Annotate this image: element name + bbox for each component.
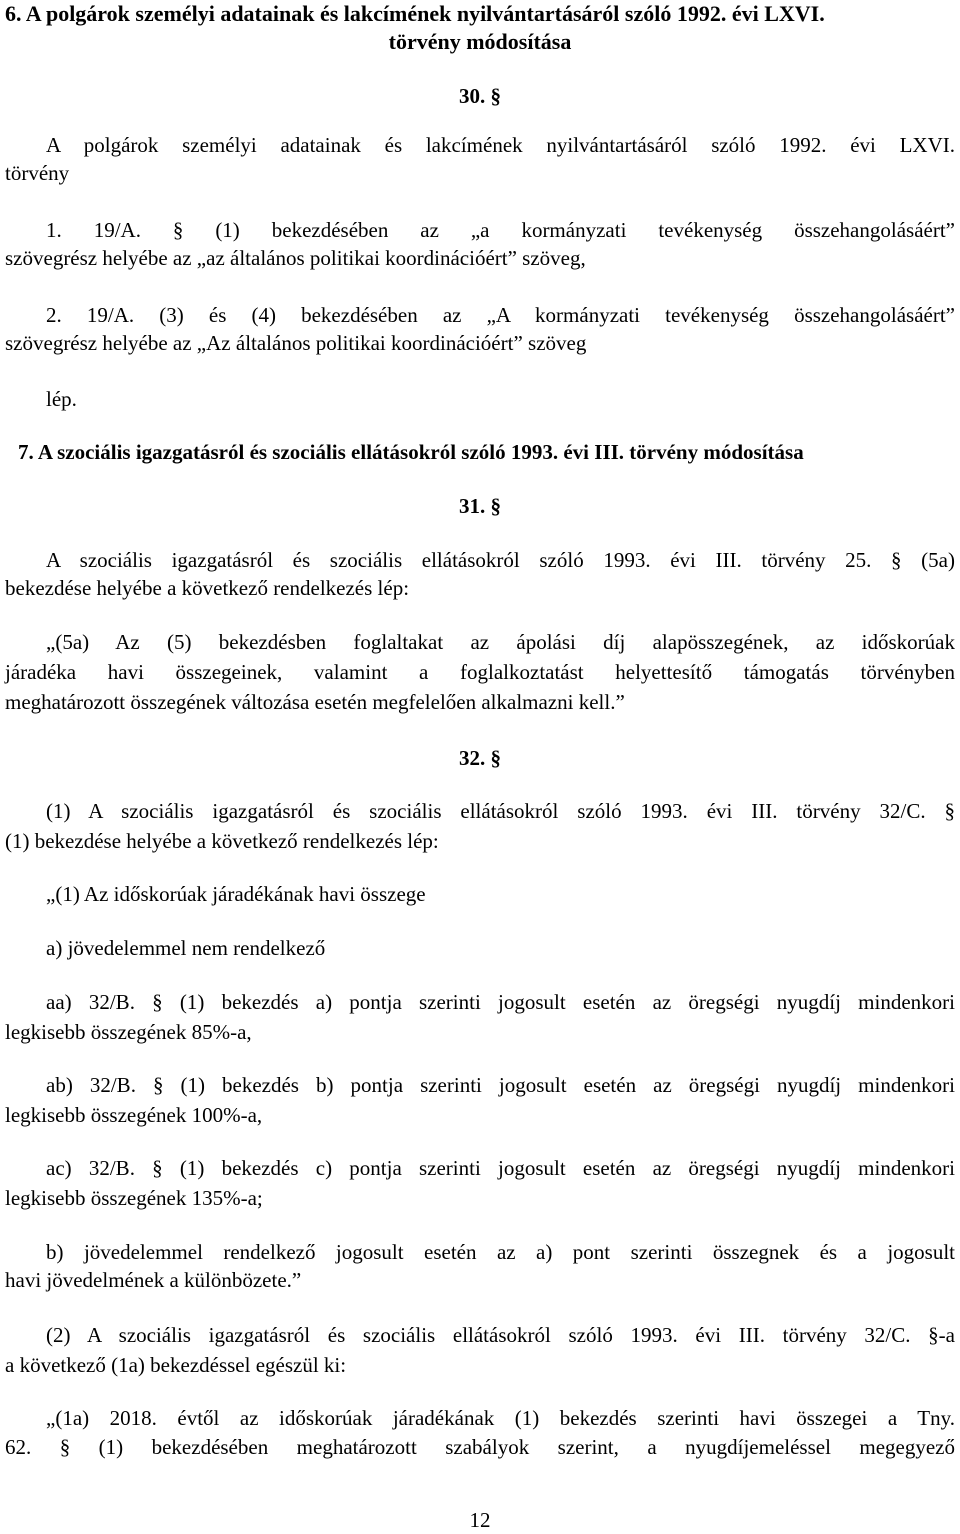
page-number: 12 <box>469 1508 491 1532</box>
section-32-point-aa-line1: aa) 32/B. § (1) bekezdés a) pontja szerinti jogosult esetén az öregségi nyugdíj mindenkori <box>46 990 955 1014</box>
section-32-point-b-line2: havi jövedelmének a különbözete.” <box>5 1268 302 1292</box>
section-30-point1-line1: 1. 19/A. § (1) bekezdésében az „a kormányzati tevékenység összehangolásáért” <box>46 218 955 242</box>
section-32-p2-line2: a következő (1a) bekezdéssel egészül ki: <box>5 1353 347 1377</box>
section-31-quote-line1: „(5a) Az (5) bekezdésben foglaltakat az ápolási díj alapösszegének, az időskorúak <box>46 630 955 654</box>
section-32-point-a: a) jövedelemmel nem rendelkező <box>46 936 326 960</box>
section-32-p1-line2: (1) bekezdése helyébe a következő rendelkezés lép: <box>5 829 439 853</box>
section-number-31: 31. § <box>459 494 501 518</box>
section-number-30: 30. § <box>459 84 501 108</box>
chapter-heading-6-line2: törvény módosítása <box>388 29 572 54</box>
section-31-quote-line3: meghatározott összegének változása esetén megfelelően alkalmazni kell.” <box>5 690 625 714</box>
section-30-point2-line2: szövegrész helyébe az „Az általános politikai koordinációért” szöveg <box>5 331 587 355</box>
section-31-intro-line2: bekezdése helyébe a következő rendelkezés lép: <box>5 576 410 600</box>
section-number-32: 32. § <box>459 746 501 770</box>
section-32-point-ac-line1: ac) 32/B. § (1) bekezdés c) pontja szerinti jogosult esetén az öregségi nyugdíj mindenkori <box>46 1156 955 1180</box>
section-32-point-b-line1: b) jövedelemmel rendelkező jogosult esetén az a) pont szerinti összegnek és a jogosult <box>46 1240 955 1264</box>
section-32-quote2-line1: „(1a) 2018. évtől az időskorúak járadékának (1) bekezdés szerinti havi összegei a Tny. <box>46 1406 955 1430</box>
section-32-point-aa-line2: legkisebb összegének 85%-a, <box>5 1020 252 1044</box>
section-32-point-ac-line2: legkisebb összegének 135%-a; <box>5 1186 263 1210</box>
section-30-point1-line2: szövegrész helyébe az „az általános politikai koordinációért” szöveg, <box>5 246 586 270</box>
chapter-heading-7: 7. A szociális igazgatásról és szociális ellátásokról szóló 1993. évi III. törvény módosítása <box>18 440 804 464</box>
section-32-p1-line1: (1) A szociális igazgatásról és szociális ellátásokról szóló 1993. évi III. törvény 32/C. § <box>46 799 955 823</box>
section-30-point2-line1: 2. 19/A. (3) és (4) bekezdésében az „A kormányzati tevékenység összehangolásáért” <box>46 303 955 327</box>
chapter-heading-6-line1: 6. A polgárok személyi adatainak és lakcímének nyilvántartásáról szóló 1992. évi LXVI. <box>5 1 825 26</box>
section-30-intro-line1: A polgárok személyi adatainak és lakcímének nyilvántartásáról szóló 1992. évi LXVI. <box>46 133 955 157</box>
section-32-quote-intro: „(1) Az időskorúak járadékának havi összege <box>46 882 426 906</box>
section-31-intro-line1: A szociális igazgatásról és szociális ellátásokról szóló 1993. évi III. törvény 25. § (5a) <box>46 548 955 572</box>
section-30-closing: lép. <box>46 387 77 411</box>
section-32-quote2-line2: 62. § (1) bekezdésében meghatározott szabályok szerint, a nyugdíjemeléssel megegyező <box>5 1435 955 1459</box>
section-32-point-ab-line2: legkisebb összegének 100%-a, <box>5 1103 263 1127</box>
section-31-quote-line2: járadéka havi összegeinek, valamint a foglalkoztatást helyettesítő támogatás törvényben <box>5 660 955 684</box>
section-32-p2-line1: (2) A szociális igazgatásról és szociális ellátásokról szóló 1993. évi III. törvény 32/C. §-a <box>46 1323 955 1347</box>
section-30-intro-line2: törvény <box>5 161 70 185</box>
section-32-point-ab-line1: ab) 32/B. § (1) bekezdés b) pontja szerinti jogosult esetén az öregségi nyugdíj mindenkori <box>46 1073 955 1097</box>
